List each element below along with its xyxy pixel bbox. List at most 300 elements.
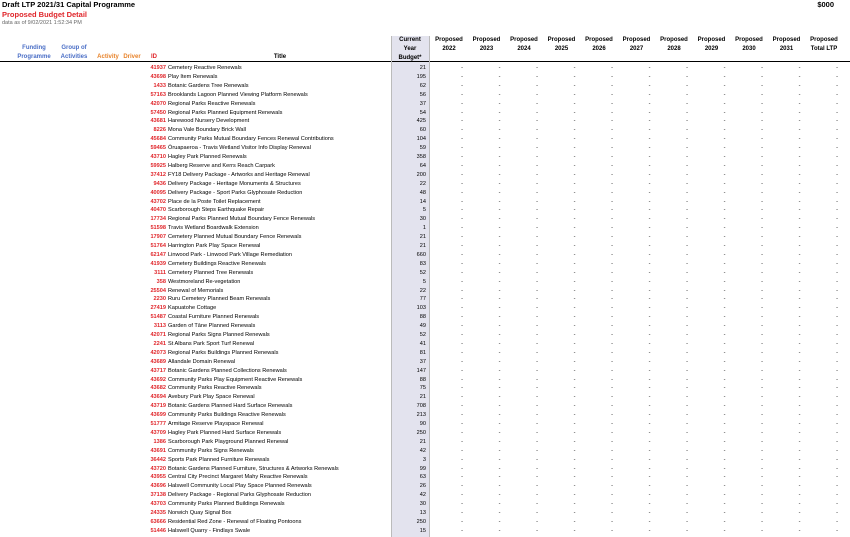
row-proposed-value: - <box>723 269 726 276</box>
row-proposed-value: - <box>686 73 688 80</box>
row-proposed-value: - <box>461 180 463 187</box>
row-proposed-value: - <box>798 394 801 401</box>
row-proposed-value: - <box>761 82 763 89</box>
year-header-1: Proposed 2023 <box>472 37 501 52</box>
row-proposed-value: - <box>461 73 463 80</box>
row-proposed-value: - <box>648 412 651 419</box>
row-proposed-value: - <box>498 305 501 312</box>
activity-header[interactable]: Activity <box>97 54 119 60</box>
row-proposed-value: - <box>761 171 763 178</box>
row-proposed-value: - <box>798 305 801 312</box>
row-proposed-value: - <box>761 474 763 481</box>
row-proposed-value: - <box>761 403 763 410</box>
row-proposed-value: - <box>611 527 613 534</box>
row-proposed-value: - <box>798 296 801 303</box>
row-proposed-value: - <box>761 385 763 392</box>
row-proposed-value: - <box>498 332 501 338</box>
row-proposed-value: - <box>648 216 651 223</box>
row-proposed-value: - <box>723 447 726 454</box>
table-row[interactable] <box>0 144 850 153</box>
year-header-9: Proposed 2031 <box>772 37 801 52</box>
row-title: Botanic Gardens Planned Hard Surface Renewals <box>168 403 293 410</box>
row-proposed-value: - <box>611 109 613 116</box>
row-proposed-value: - <box>573 171 576 178</box>
header-divider <box>0 61 850 62</box>
table-row[interactable] <box>0 331 850 340</box>
row-proposed-value: - <box>836 376 838 383</box>
table-row[interactable] <box>0 473 850 482</box>
row-proposed-value: - <box>536 189 538 196</box>
row-proposed-value: - <box>723 394 726 401</box>
row-id: 51487 <box>150 314 166 321</box>
row-proposed-value: - <box>648 171 651 178</box>
row-proposed-value: - <box>611 225 613 232</box>
row-proposed-value: - <box>648 118 651 125</box>
row-proposed-value: - <box>836 465 838 472</box>
row-proposed-value: - <box>461 260 463 267</box>
table-row[interactable] <box>0 518 850 527</box>
row-proposed-value: - <box>798 251 801 258</box>
row-proposed-value: - <box>536 260 538 267</box>
row-proposed-value: - <box>836 367 838 374</box>
row-proposed-value: - <box>461 421 463 427</box>
table-row[interactable] <box>0 82 850 91</box>
row-proposed-value: - <box>836 91 838 98</box>
row-proposed-value: - <box>611 305 613 312</box>
table-row[interactable] <box>0 135 850 144</box>
row-title: Coastal Furniture Planned Renewals <box>168 314 260 321</box>
row-title: Residential Red Zone - Renewal of Floating Pontoons <box>168 518 302 525</box>
row-proposed-value: - <box>686 332 688 338</box>
row-id: 43689 <box>150 358 166 365</box>
row-proposed-value: - <box>761 483 763 490</box>
row-proposed-value: - <box>686 171 688 178</box>
driver-header[interactable]: Driver <box>123 54 141 60</box>
year-header-0: Proposed 2022 <box>435 37 463 52</box>
row-proposed-value: - <box>761 438 763 445</box>
table-row[interactable] <box>0 393 850 402</box>
row-proposed-value: - <box>498 412 501 419</box>
row-proposed-value: - <box>761 412 763 419</box>
row-proposed-value: - <box>686 403 688 410</box>
row-proposed-value: - <box>836 483 838 490</box>
row-proposed-value: - <box>498 385 501 392</box>
row-current-budget: 54 <box>419 109 426 116</box>
row-proposed-value: - <box>611 403 613 410</box>
row-proposed-value: - <box>536 492 538 499</box>
table-row[interactable] <box>0 509 850 518</box>
table-row[interactable] <box>0 322 850 331</box>
table-row[interactable] <box>0 64 850 73</box>
row-proposed-value: - <box>498 403 501 410</box>
row-proposed-value: - <box>461 287 463 294</box>
row-proposed-value: - <box>573 145 576 152</box>
table-row[interactable] <box>0 215 850 224</box>
table-row[interactable] <box>0 233 850 242</box>
row-proposed-value: - <box>461 109 463 116</box>
row-id: 37138 <box>150 492 166 499</box>
row-proposed-value: - <box>461 127 463 134</box>
row-proposed-value: - <box>648 456 651 463</box>
row-proposed-value: - <box>648 260 651 267</box>
row-title: Regional Parks Signs Planned Renewals <box>168 332 270 338</box>
table-row[interactable] <box>0 465 850 474</box>
row-proposed-value: - <box>836 251 838 258</box>
table-row[interactable] <box>0 500 850 509</box>
row-proposed-value: - <box>836 474 838 481</box>
row-proposed-value: - <box>723 376 726 383</box>
row-proposed-value: - <box>498 474 501 481</box>
row-proposed-value: - <box>723 527 726 534</box>
table-row[interactable] <box>0 109 850 118</box>
row-proposed-value: - <box>761 340 763 347</box>
row-proposed-value: - <box>573 340 576 347</box>
row-proposed-value: - <box>798 429 801 436</box>
row-title: Ruru Cemetery Planned Beam Renewals <box>168 296 271 303</box>
row-proposed-value: - <box>648 501 651 508</box>
row-proposed-value: - <box>761 162 763 169</box>
row-current-budget: 77 <box>419 296 426 303</box>
row-proposed-value: - <box>611 234 613 241</box>
table-row[interactable] <box>0 287 850 296</box>
row-proposed-value: - <box>648 314 651 321</box>
row-proposed-value: - <box>611 243 613 249</box>
row-current-budget: 30 <box>419 216 426 223</box>
table-row[interactable] <box>0 278 850 287</box>
row-proposed-value: - <box>611 349 613 356</box>
table-row[interactable] <box>0 224 850 233</box>
row-proposed-value: - <box>536 65 538 71</box>
row-current-budget: 37 <box>419 358 426 365</box>
row-proposed-value: - <box>536 527 538 534</box>
row-proposed-value: - <box>798 171 801 178</box>
row-proposed-value: - <box>686 296 688 303</box>
row-proposed-value: - <box>498 438 501 445</box>
row-proposed-value: - <box>536 340 538 347</box>
row-title: Regional Parks Planned Equipment Renewals <box>168 109 283 116</box>
table-row[interactable] <box>0 527 850 536</box>
row-proposed-value: - <box>836 162 838 169</box>
row-proposed-value: - <box>573 225 576 232</box>
row-proposed-value: - <box>611 332 613 338</box>
row-proposed-value: - <box>723 162 726 169</box>
table-row[interactable] <box>0 242 850 251</box>
table-row[interactable] <box>0 162 850 171</box>
row-proposed-value: - <box>686 145 688 152</box>
row-proposed-value: - <box>723 82 726 89</box>
row-proposed-value: - <box>573 109 576 116</box>
row-proposed-value: - <box>761 278 763 285</box>
row-proposed-value: - <box>461 403 463 410</box>
table-row[interactable] <box>0 251 850 260</box>
row-proposed-value: - <box>761 510 763 516</box>
row-proposed-value: - <box>536 501 538 508</box>
row-proposed-value: - <box>573 394 576 401</box>
table-row[interactable] <box>0 304 850 313</box>
row-proposed-value: - <box>648 332 651 338</box>
table-row[interactable] <box>0 491 850 500</box>
row-proposed-value: - <box>761 447 763 454</box>
row-current-budget: 21 <box>419 394 426 401</box>
row-proposed-value: - <box>536 180 538 187</box>
row-proposed-value: - <box>761 251 763 258</box>
row-title: Westmoreland Re-vegetation <box>168 278 241 285</box>
table-row[interactable] <box>0 180 850 189</box>
year-header-3: Proposed 2025 <box>547 37 576 52</box>
table-row[interactable] <box>0 260 850 269</box>
row-current-budget: 3 <box>422 456 426 463</box>
row-proposed-value: - <box>648 492 651 499</box>
row-proposed-value: - <box>611 287 613 294</box>
row-proposed-value: - <box>648 483 651 490</box>
table-row[interactable] <box>0 171 850 180</box>
table-row[interactable] <box>0 313 850 322</box>
row-current-budget: 104 <box>416 136 426 143</box>
row-proposed-value: - <box>836 65 838 71</box>
row-proposed-value: - <box>761 207 763 214</box>
row-id: 40470 <box>150 207 166 214</box>
row-proposed-value: - <box>573 243 576 249</box>
row-title: Hagley Park Planned Renewals <box>168 154 247 160</box>
row-proposed-value: - <box>573 269 576 276</box>
row-proposed-value: - <box>648 82 651 89</box>
table-row[interactable] <box>0 456 850 465</box>
table-row[interactable] <box>0 447 850 456</box>
row-id: 43699 <box>150 412 166 419</box>
row-current-budget: 250 <box>416 518 426 525</box>
row-proposed-value: - <box>536 403 538 410</box>
row-title: Ōruapaeroa - Travis Wetland Visitor Info Display Renewal <box>168 145 311 152</box>
row-proposed-value: - <box>498 367 501 374</box>
row-proposed-value: - <box>461 154 463 160</box>
row-current-budget: 660 <box>416 251 426 258</box>
year-header-4: Proposed 2026 <box>585 37 613 52</box>
row-current-budget: 52 <box>419 332 426 338</box>
table-row[interactable] <box>0 91 850 100</box>
row-id: 43719 <box>150 403 166 410</box>
row-current-budget: 5 <box>422 207 426 214</box>
row-proposed-value: - <box>611 198 613 205</box>
row-proposed-value: - <box>611 429 613 436</box>
row-proposed-value: - <box>761 527 763 534</box>
row-proposed-value: - <box>648 287 651 294</box>
row-title: Linwood Park - Linwood Park Village Remediation <box>168 251 292 258</box>
row-proposed-value: - <box>836 109 838 116</box>
row-proposed-value: - <box>798 492 801 499</box>
row-proposed-value: - <box>498 447 501 454</box>
row-title: Avebury Park Play Space Renewal <box>168 394 255 401</box>
group-of-activities-header[interactable]: Group of Activities <box>60 45 88 60</box>
table-row[interactable] <box>0 384 850 393</box>
row-proposed-value: - <box>686 412 688 419</box>
row-proposed-value: - <box>761 421 763 427</box>
row-proposed-value: - <box>686 260 688 267</box>
row-id: 43694 <box>150 394 166 401</box>
row-proposed-value: - <box>798 198 801 205</box>
row-proposed-value: - <box>573 154 576 160</box>
row-proposed-value: - <box>498 394 501 401</box>
row-current-budget: 358 <box>416 154 426 160</box>
row-proposed-value: - <box>536 394 538 401</box>
row-current-budget: 200 <box>416 171 426 178</box>
table-row[interactable] <box>0 358 850 367</box>
row-title: Cemetery Planned Mutual Boundary Fence Renewals <box>168 234 302 241</box>
row-proposed-value: - <box>611 296 613 303</box>
row-proposed-value: - <box>498 483 501 490</box>
row-proposed-value: - <box>498 154 501 160</box>
table-row[interactable] <box>0 126 850 135</box>
row-proposed-value: - <box>761 269 763 276</box>
row-proposed-value: - <box>723 100 726 107</box>
row-proposed-value: - <box>723 73 726 80</box>
table-row[interactable] <box>0 206 850 215</box>
table-row[interactable] <box>0 411 850 420</box>
table-row[interactable] <box>0 100 850 109</box>
row-proposed-value: - <box>461 278 463 285</box>
row-proposed-value: - <box>611 216 613 223</box>
row-proposed-value: - <box>573 421 576 427</box>
funding-programme-header[interactable]: Funding Programme <box>17 45 51 60</box>
row-title: Regional Parks Planned Mutual Boundary Fence Renewals <box>168 216 316 223</box>
row-proposed-value: - <box>536 91 538 98</box>
row-title: Cemetery Reactive Renewals <box>168 65 242 71</box>
row-proposed-value: - <box>761 198 763 205</box>
row-proposed-value: - <box>686 216 688 223</box>
row-proposed-value: - <box>798 145 801 152</box>
row-proposed-value: - <box>686 358 688 365</box>
row-proposed-value: - <box>648 100 651 107</box>
row-proposed-value: - <box>648 474 651 481</box>
row-proposed-value: - <box>836 429 838 436</box>
row-proposed-value: - <box>686 251 688 258</box>
table-row[interactable] <box>0 153 850 162</box>
year-header-5: Proposed 2027 <box>622 37 651 52</box>
row-current-budget: 13 <box>419 510 426 516</box>
table-row[interactable] <box>0 429 850 438</box>
row-title: Harewood Nursery Development <box>168 118 250 125</box>
table-row[interactable] <box>0 420 850 429</box>
row-title: Botanic Gardens Planned Furniture, Structures & Artworks Renewals <box>168 465 339 472</box>
row-proposed-value: - <box>461 447 463 454</box>
row-proposed-value: - <box>611 367 613 374</box>
row-proposed-value: - <box>723 287 726 294</box>
table-row[interactable] <box>0 482 850 491</box>
row-proposed-value: - <box>836 438 838 445</box>
row-proposed-value: - <box>836 518 838 525</box>
row-title: Community Parks Buildings Reactive Renewals <box>168 412 286 419</box>
row-proposed-value: - <box>498 340 501 347</box>
row-proposed-value: - <box>798 447 801 454</box>
row-proposed-value: - <box>686 367 688 374</box>
row-proposed-value: - <box>686 269 688 276</box>
row-proposed-value: - <box>723 243 726 249</box>
row-proposed-value: - <box>836 492 838 499</box>
row-proposed-value: - <box>723 145 726 152</box>
row-current-budget: 5 <box>422 278 426 285</box>
row-id: 59925 <box>150 162 166 169</box>
row-proposed-value: - <box>498 296 501 303</box>
table-row[interactable] <box>0 269 850 278</box>
table-row[interactable] <box>0 438 850 447</box>
row-proposed-value: - <box>761 305 763 312</box>
row-proposed-value: - <box>648 136 651 143</box>
row-proposed-value: - <box>536 510 538 516</box>
row-title: Sports Park Planned Furniture Renewals <box>168 456 270 463</box>
row-proposed-value: - <box>686 225 688 232</box>
row-proposed-value: - <box>761 216 763 223</box>
row-proposed-value: - <box>461 225 463 232</box>
table-row[interactable] <box>0 349 850 358</box>
row-proposed-value: - <box>461 483 463 490</box>
row-proposed-value: - <box>836 82 838 89</box>
row-proposed-value: - <box>723 323 726 330</box>
row-proposed-value: - <box>836 171 838 178</box>
row-proposed-value: - <box>648 189 651 196</box>
row-proposed-value: - <box>798 376 801 383</box>
row-proposed-value: - <box>648 518 651 525</box>
row-proposed-value: - <box>461 438 463 445</box>
row-id: 24335 <box>150 510 166 516</box>
row-proposed-value: - <box>573 367 576 374</box>
table-row[interactable] <box>0 198 850 207</box>
row-id: 40095 <box>150 189 166 196</box>
row-proposed-value: - <box>611 189 613 196</box>
row-proposed-value: - <box>536 376 538 383</box>
row-proposed-value: - <box>573 91 576 98</box>
row-proposed-value: - <box>723 349 726 356</box>
row-title: Scarborough Steps Earthquake Repair <box>168 207 265 214</box>
row-proposed-value: - <box>573 492 576 499</box>
row-current-budget: 103 <box>416 305 426 312</box>
row-title: Hagley Park Planned Hard Surface Renewals <box>168 429 282 436</box>
table-row[interactable] <box>0 117 850 126</box>
table-row[interactable] <box>0 340 850 349</box>
row-proposed-value: - <box>723 305 726 312</box>
row-proposed-value: - <box>611 82 613 89</box>
row-title: Botanic Gardens Tree Renewals <box>168 82 249 89</box>
row-proposed-value: - <box>761 314 763 321</box>
row-proposed-value: - <box>611 465 613 472</box>
row-current-budget: 83 <box>419 260 426 267</box>
row-id: 1386 <box>153 438 166 445</box>
row-proposed-value: - <box>798 100 801 107</box>
row-proposed-value: - <box>536 278 538 285</box>
row-proposed-value: - <box>836 501 838 508</box>
row-proposed-value: - <box>836 421 838 427</box>
row-proposed-value: - <box>611 100 613 107</box>
table-row[interactable] <box>0 73 850 82</box>
row-proposed-value: - <box>798 154 801 160</box>
row-proposed-value: - <box>648 447 651 454</box>
row-proposed-value: - <box>573 518 576 525</box>
table-row[interactable] <box>0 367 850 376</box>
row-id: 43955 <box>150 474 166 481</box>
table-row[interactable] <box>0 376 850 385</box>
table-row[interactable] <box>0 189 850 198</box>
row-title: Community Parks Mutual Boundary Fences Renewal Contributions <box>168 136 334 143</box>
row-proposed-value: - <box>498 376 501 383</box>
table-row[interactable] <box>0 295 850 304</box>
row-proposed-value: - <box>611 278 613 285</box>
row-proposed-value: - <box>498 278 501 285</box>
table-row[interactable] <box>0 402 850 411</box>
row-proposed-value: - <box>723 136 726 143</box>
row-proposed-value: - <box>573 510 576 516</box>
row-proposed-value: - <box>798 225 801 232</box>
row-proposed-value: - <box>761 234 763 241</box>
row-proposed-value: - <box>498 527 501 534</box>
row-proposed-value: - <box>461 323 463 330</box>
